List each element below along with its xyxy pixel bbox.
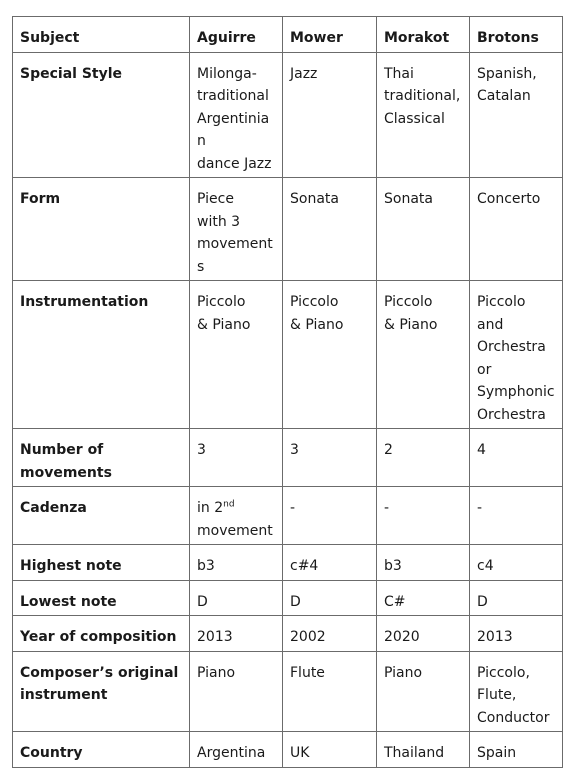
table-cell: - xyxy=(283,487,377,545)
row-label: Form xyxy=(13,178,190,281)
row-label: Country xyxy=(13,732,190,768)
table-cell: - xyxy=(470,487,563,545)
table-cell: c#4 xyxy=(283,545,377,581)
table-cell: Piccolo, Flute, Conductor xyxy=(470,651,563,732)
table-row-form xyxy=(13,178,563,281)
table-cell: D xyxy=(190,580,283,616)
table-cell: Thai traditional, Classical xyxy=(377,52,470,178)
table-cell: 2 xyxy=(377,429,470,487)
table-cell: b3 xyxy=(190,545,283,581)
table-row-number-of-movements xyxy=(13,429,563,487)
table-cell: 2013 xyxy=(470,616,563,652)
table-cell: Flute xyxy=(283,651,377,732)
row-label: Composer’s original instrument xyxy=(13,651,190,732)
row-label: Number of movements xyxy=(13,429,190,487)
header-cell-aguirre: Aguirre xyxy=(190,17,283,53)
table-cell: 2002 xyxy=(283,616,377,652)
row-label: Year of composition xyxy=(13,616,190,652)
table-cell: - xyxy=(377,487,470,545)
header-row xyxy=(13,17,563,53)
table-cell: Argentina xyxy=(190,732,283,768)
header-cell-morakot: Morakot xyxy=(377,17,470,53)
table-cell: 4 xyxy=(470,429,563,487)
table-cell: Thailand xyxy=(377,732,470,768)
table-cell: Milonga- traditional Argentinian dance Jazz xyxy=(190,52,283,178)
table-cell: Piccolo & Piano xyxy=(190,281,283,429)
table-cell: 2020 xyxy=(377,616,470,652)
header-cell-brotons: Brotons xyxy=(470,17,563,53)
header-cell-subject: Subject xyxy=(13,17,190,53)
table-cell: Spanish, Catalan xyxy=(470,52,563,178)
table-cell: Piece with 3 movements xyxy=(190,178,283,281)
table-cell: D xyxy=(470,580,563,616)
table-row-instrumentation xyxy=(13,281,563,429)
table-row-composers-original-instrument xyxy=(13,651,563,732)
row-label: Instrumentation xyxy=(13,281,190,429)
table-row-special-style xyxy=(13,52,563,178)
table-cell: Piccolo & Piano xyxy=(283,281,377,429)
table-cell: 2013 xyxy=(190,616,283,652)
table-cell: 3 xyxy=(190,429,283,487)
table-cell: b3 xyxy=(377,545,470,581)
table-cell: Sonata xyxy=(377,178,470,281)
table-cell: C# xyxy=(377,580,470,616)
comparison-table xyxy=(12,16,563,768)
row-label: Lowest note xyxy=(13,580,190,616)
table-row-highest-note xyxy=(13,545,563,581)
cadenza-text: movement xyxy=(197,522,273,539)
table-cell: Piccolo and Orchestra or Symphonic Orchestra xyxy=(470,281,563,429)
table-cell: UK xyxy=(283,732,377,768)
row-label: Cadenza xyxy=(13,487,190,545)
table-cell: 3 xyxy=(283,429,377,487)
table-cell: Concerto xyxy=(470,178,563,281)
table-cell: Piano xyxy=(190,651,283,732)
table-row-lowest-note xyxy=(13,580,563,616)
table-cell: Jazz xyxy=(283,52,377,178)
table-cell: Spain xyxy=(470,732,563,768)
ordinal-suffix: nd xyxy=(223,499,235,510)
header-cell-mower: Mower xyxy=(283,17,377,53)
row-label: Special Style xyxy=(13,52,190,178)
table-cell: D xyxy=(283,580,377,616)
table-cell: Sonata xyxy=(283,178,377,281)
row-label: Highest note xyxy=(13,545,190,581)
table-cell: Piano xyxy=(377,651,470,732)
table-row-country xyxy=(13,732,563,768)
table-row-cadenza xyxy=(13,487,563,545)
cadenza-text: in 2 xyxy=(197,500,224,516)
table-cell: c4 xyxy=(470,545,563,581)
table-cell xyxy=(190,487,283,545)
table-cell: Piccolo & Piano xyxy=(377,281,470,429)
table-row-year-of-composition xyxy=(13,616,563,652)
